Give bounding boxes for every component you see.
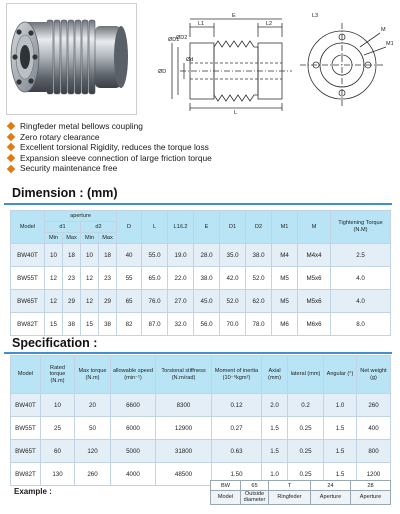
- dimension-divider: [4, 203, 392, 205]
- feature-item: [6, 142, 306, 153]
- table-cell: 12900: [156, 417, 212, 440]
- table-cell: 32.0: [168, 313, 194, 336]
- drawing-label-d: ØD: [158, 69, 167, 75]
- feature-list: [6, 121, 306, 174]
- drawing-label-l: L: [234, 110, 238, 115]
- column-header: Moment of inertia (10⁻⁶kgm²): [212, 356, 262, 394]
- table-cell: 65.0: [142, 267, 168, 290]
- table-cell: 1.5: [262, 440, 288, 463]
- specification-table-body: [11, 394, 391, 486]
- table-cell: 12: [45, 267, 63, 290]
- table-cell: 65: [117, 290, 142, 313]
- table-cell: 4.0: [331, 290, 391, 313]
- table-cell: BW82T: [11, 313, 45, 336]
- col-tightening-torque: Tightening Torque (N.M): [331, 211, 391, 244]
- col-d2: D2: [246, 211, 272, 244]
- table-cell: 260: [75, 463, 111, 486]
- table-cell: 12: [81, 267, 99, 290]
- table-cell: 22.0: [168, 267, 194, 290]
- specification-table: [10, 355, 391, 486]
- table-cell: 2.0: [262, 394, 288, 417]
- table-cell: M4: [272, 244, 298, 267]
- table-cell: 87.0: [142, 313, 168, 336]
- table-cell: 1.0: [262, 463, 288, 486]
- table-cell: 6600: [111, 394, 156, 417]
- table-cell: BW40T: [11, 244, 45, 267]
- table-cell: 130: [41, 463, 75, 486]
- table-cell: 0.25: [288, 440, 324, 463]
- dimension-table-body: [11, 244, 391, 336]
- column-header: Angular (°): [324, 356, 357, 394]
- table-cell: 45.0: [194, 290, 220, 313]
- diamond-bullet-icon: [7, 122, 15, 130]
- table-cell: M5: [272, 267, 298, 290]
- table-cell: 10: [41, 394, 75, 417]
- table-cell: BW82T: [11, 463, 41, 486]
- table-cell: 15: [81, 313, 99, 336]
- table-cell: 0.25: [288, 463, 324, 486]
- column-header: lateral (mm): [288, 356, 324, 394]
- feature-text: Ringfeder metal bellows coupling: [20, 121, 143, 131]
- feature-item: [6, 121, 306, 132]
- col-e: E: [194, 211, 220, 244]
- table-cell: BW55T: [11, 267, 45, 290]
- drawing-label-m1: M1: [386, 41, 393, 47]
- table-cell: 48500: [156, 463, 212, 486]
- table-cell: 0.63: [212, 440, 262, 463]
- example-description: Outside diameter: [241, 491, 269, 505]
- table-cell: 28.0: [194, 244, 220, 267]
- diamond-bullet-icon: [7, 154, 15, 162]
- col-d: D: [117, 211, 142, 244]
- table-cell: 55: [117, 267, 142, 290]
- col-l: L: [142, 211, 168, 244]
- table-cell: 1.5: [262, 417, 288, 440]
- col-d1: D1: [220, 211, 246, 244]
- table-cell: 1.50: [212, 463, 262, 486]
- column-header: Net weight (g): [357, 356, 391, 394]
- feature-text: Excellent torsional Rigidity, reduces the torque loss: [20, 142, 209, 153]
- table-cell: 1.5: [324, 463, 357, 486]
- table-cell: 78.0: [246, 313, 272, 336]
- table-cell: M6: [272, 313, 298, 336]
- table-cell: 23: [99, 267, 117, 290]
- drawing-label-l3: L3: [312, 13, 319, 19]
- table-cell: 15: [45, 313, 63, 336]
- table-cell: 18: [63, 244, 81, 267]
- feature-text: Zero rotary clearance: [20, 131, 100, 142]
- table-cell: BW65T: [11, 290, 45, 313]
- dimension-drawing: [150, 3, 393, 115]
- table-cell: 23: [63, 267, 81, 290]
- col-d1-max: Max: [63, 233, 81, 244]
- col-m1: M1: [272, 211, 298, 244]
- feature-item: [6, 163, 306, 174]
- col-aperture: aperture: [45, 211, 117, 222]
- drawing-label-bore: Ød: [186, 57, 194, 63]
- drawing-label-d2: ØD2: [176, 35, 188, 41]
- table-row: [11, 440, 391, 463]
- table-cell: 55.0: [142, 244, 168, 267]
- drawing-label-m: M: [381, 27, 386, 33]
- example-description: Aperture: [351, 491, 391, 505]
- table-cell: 27.0: [168, 290, 194, 313]
- table-cell: BW65T: [11, 440, 41, 463]
- example-label: Example :: [14, 487, 52, 496]
- table-cell: 1200: [357, 463, 391, 486]
- column-header: Max torque (N.m): [75, 356, 111, 394]
- table-cell: 10: [45, 244, 63, 267]
- dimension-title: Dimension : (mm): [12, 186, 118, 200]
- table-cell: 60: [41, 440, 75, 463]
- table-row: [11, 394, 391, 417]
- table-cell: 38: [63, 313, 81, 336]
- col-d1-min: Min: [45, 233, 63, 244]
- table-cell: 29: [99, 290, 117, 313]
- table-cell: 400: [357, 417, 391, 440]
- table-cell: 4000: [111, 463, 156, 486]
- table-row: [11, 290, 391, 313]
- table-cell: 82: [117, 313, 142, 336]
- technical-drawing: [150, 3, 393, 115]
- col-m: M: [298, 211, 331, 244]
- feature-text: Expansion sleeve connection of large friction torque: [20, 152, 212, 163]
- table-cell: BW40T: [11, 394, 41, 417]
- diamond-bullet-icon: [7, 143, 15, 151]
- example-description: Ringfeder: [269, 491, 311, 505]
- table-cell: 20: [75, 394, 111, 417]
- diamond-bullet-icon: [7, 164, 15, 172]
- table-cell: 35.0: [220, 244, 246, 267]
- table-row: [11, 313, 391, 336]
- table-cell: 38.0: [246, 244, 272, 267]
- table-cell: 10: [81, 244, 99, 267]
- table-row: [11, 244, 391, 267]
- table-cell: M5x6: [298, 267, 331, 290]
- table-cell: 52.0: [220, 290, 246, 313]
- coupling-photo: [6, 3, 137, 115]
- table-cell: 6000: [111, 417, 156, 440]
- feature-item: [6, 153, 306, 164]
- col-d2-max: Max: [99, 233, 117, 244]
- table-cell: 1.5: [324, 417, 357, 440]
- table-cell: 38: [99, 313, 117, 336]
- table-cell: 70.0: [220, 313, 246, 336]
- table-row: [11, 417, 391, 440]
- column-header: Torsional stiffness (N.m/rad): [156, 356, 212, 394]
- table-cell: 25: [41, 417, 75, 440]
- table-cell: M4x4: [298, 244, 331, 267]
- table-cell: 120: [75, 440, 111, 463]
- table-cell: 42.0: [220, 267, 246, 290]
- table-cell: 31800: [156, 440, 212, 463]
- col-d1-group: d1: [45, 222, 81, 233]
- table-cell: 62.0: [246, 290, 272, 313]
- drawing-label-l1: L1: [198, 21, 205, 27]
- example-values-row: [211, 481, 391, 491]
- table-cell: 40: [117, 244, 142, 267]
- table-row: [11, 267, 391, 290]
- example-value: BW: [211, 481, 241, 491]
- feature-text: Security maintenance free: [20, 163, 118, 174]
- col-d2-min: Min: [81, 233, 99, 244]
- example-descriptions-row: [211, 491, 391, 505]
- table-cell: M5x6: [298, 290, 331, 313]
- table-cell: M6x6: [298, 313, 331, 336]
- table-cell: M5: [272, 290, 298, 313]
- table-cell: 8300: [156, 394, 212, 417]
- table-cell: 260: [357, 394, 391, 417]
- table-cell: 5000: [111, 440, 156, 463]
- table-cell: 8.0: [331, 313, 391, 336]
- table-cell: 12: [45, 290, 63, 313]
- table-cell: 0.12: [212, 394, 262, 417]
- example-value: 65: [241, 481, 269, 491]
- example-description: Aperture: [311, 491, 351, 505]
- table-cell: 18: [99, 244, 117, 267]
- specification-divider: [4, 352, 392, 354]
- column-header: Axial (mm): [262, 356, 288, 394]
- table-cell: 19.0: [168, 244, 194, 267]
- drawing-label-e: E: [232, 13, 236, 19]
- table-cell: 2.5: [331, 244, 391, 267]
- table-cell: 0.27: [212, 417, 262, 440]
- example-table: [210, 480, 391, 505]
- example-value: 28: [351, 481, 391, 491]
- dimension-table: [10, 210, 391, 336]
- col-d2-group: d2: [81, 222, 117, 233]
- column-header: allowable speed (min⁻¹): [111, 356, 156, 394]
- table-cell: 50: [75, 417, 111, 440]
- specification-header-row: [11, 356, 391, 394]
- table-cell: 0.25: [288, 417, 324, 440]
- specification-title: Specification :: [12, 336, 98, 350]
- table-cell: 12: [81, 290, 99, 313]
- column-header: Model: [11, 356, 41, 394]
- diamond-bullet-icon: [7, 133, 15, 141]
- table-cell: 4.0: [331, 267, 391, 290]
- table-cell: 38.0: [194, 267, 220, 290]
- example-value: 24: [311, 481, 351, 491]
- drawing-label-d1: ØD1: [168, 37, 180, 43]
- table-cell: 29: [63, 290, 81, 313]
- col-model: Model: [11, 211, 45, 244]
- table-cell: BW55T: [11, 417, 41, 440]
- example-description: Model: [211, 491, 241, 505]
- table-cell: 1.0: [324, 394, 357, 417]
- table-cell: 76.0: [142, 290, 168, 313]
- col-l1-l2: L1/L2: [168, 211, 194, 244]
- table-cell: 1.5: [324, 440, 357, 463]
- table-cell: 52.0: [246, 267, 272, 290]
- table-cell: 800: [357, 440, 391, 463]
- bellows-coupling-image: [7, 4, 136, 114]
- table-cell: 56.0: [194, 313, 220, 336]
- table-cell: 0.2: [288, 394, 324, 417]
- feature-item: [6, 132, 306, 143]
- example-value: T: [269, 481, 311, 491]
- drawing-label-l2: L2: [266, 21, 273, 27]
- column-header: Rated torque (N.m): [41, 356, 75, 394]
